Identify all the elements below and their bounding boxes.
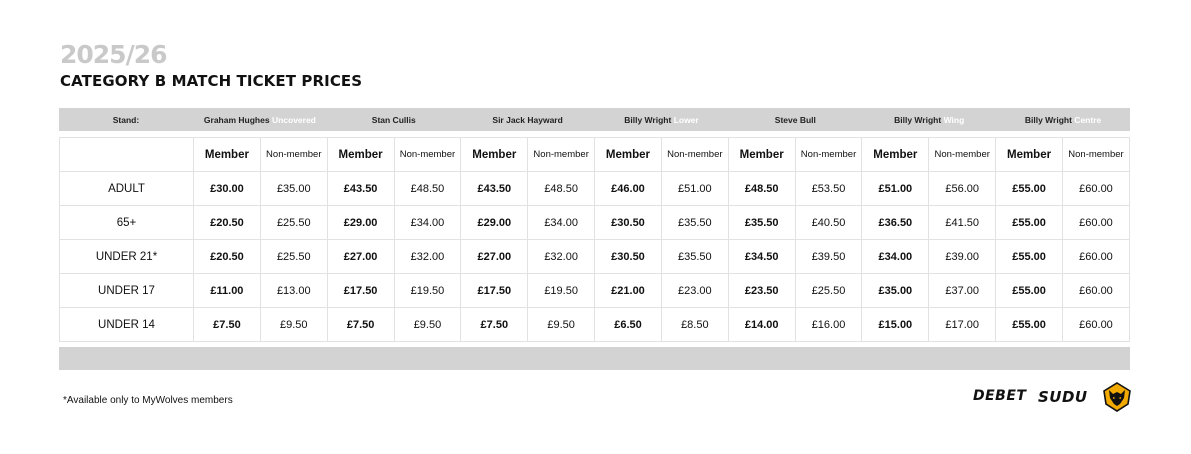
nonmember-header: Non-member bbox=[661, 138, 728, 172]
member-price: £30.50 bbox=[595, 206, 662, 240]
nonmember-price: £32.00 bbox=[394, 240, 461, 274]
nonmember-price: £60.00 bbox=[1062, 206, 1129, 240]
stand-steve-bull: Steve Bull bbox=[774, 114, 816, 125]
member-price: £14.00 bbox=[728, 308, 795, 342]
member-price: £34.50 bbox=[728, 240, 795, 274]
member-price: £29.00 bbox=[327, 206, 394, 240]
nonmember-header: Non-member bbox=[394, 138, 461, 172]
nonmember-header: Non-member bbox=[528, 138, 595, 172]
nonmember-price: £56.00 bbox=[929, 172, 996, 206]
row-label: ADULT bbox=[60, 172, 194, 206]
member-price: £35.50 bbox=[728, 206, 795, 240]
nonmember-price: £32.00 bbox=[528, 240, 595, 274]
member-price: £30.50 bbox=[595, 240, 662, 274]
member-price: £34.00 bbox=[862, 240, 929, 274]
nonmember-header: Non-member bbox=[260, 138, 327, 172]
member-price: £36.50 bbox=[862, 206, 929, 240]
row-label: UNDER 21* bbox=[60, 240, 194, 274]
member-price: £20.50 bbox=[194, 206, 261, 240]
nonmember-price: £25.50 bbox=[795, 274, 862, 308]
nonmember-price: £51.00 bbox=[661, 172, 728, 206]
member-price: £20.50 bbox=[194, 240, 261, 274]
member-price: £29.00 bbox=[461, 206, 528, 240]
table-row bbox=[60, 240, 1130, 274]
price-type-header-row bbox=[60, 138, 1130, 172]
nonmember-price: £34.00 bbox=[394, 206, 461, 240]
member-price: £15.00 bbox=[862, 308, 929, 342]
member-price: £27.00 bbox=[327, 240, 394, 274]
member-price: £7.50 bbox=[327, 308, 394, 342]
member-price: £23.50 bbox=[728, 274, 795, 308]
nonmember-price: £9.50 bbox=[528, 308, 595, 342]
member-price: £35.00 bbox=[862, 274, 929, 308]
member-price: £48.50 bbox=[728, 172, 795, 206]
stand-graham-hughes: Graham Hughes Uncovered bbox=[203, 114, 316, 125]
table-row bbox=[60, 274, 1130, 308]
stand-sir-jack-hayward: Sir Jack Hayward bbox=[492, 114, 563, 125]
nonmember-price: £39.50 bbox=[795, 240, 862, 274]
nonmember-header: Non-member bbox=[929, 138, 996, 172]
member-price: £27.00 bbox=[461, 240, 528, 274]
nonmember-price: £19.50 bbox=[394, 274, 461, 308]
table-row bbox=[60, 308, 1130, 342]
member-price: £55.00 bbox=[996, 206, 1063, 240]
nonmember-price: £34.00 bbox=[528, 206, 595, 240]
member-header: Member bbox=[728, 138, 795, 172]
member-price: £6.50 bbox=[595, 308, 662, 342]
debet-logo: DEBET bbox=[973, 388, 1027, 404]
nonmember-price: £25.50 bbox=[260, 240, 327, 274]
nonmember-price: £35.50 bbox=[661, 206, 728, 240]
row-label: 65+ bbox=[60, 206, 194, 240]
row-label: UNDER 14 bbox=[60, 308, 194, 342]
footer-bar bbox=[59, 347, 1130, 370]
nonmember-header: Non-member bbox=[1062, 138, 1129, 172]
member-price: £43.50 bbox=[461, 172, 528, 206]
nonmember-price: £60.00 bbox=[1062, 274, 1129, 308]
nonmember-price: £8.50 bbox=[661, 308, 728, 342]
stand-billy-wright-wing: Billy Wright Wing bbox=[894, 114, 965, 125]
nonmember-price: £48.50 bbox=[528, 172, 595, 206]
member-header: Member bbox=[595, 138, 662, 172]
stand-billy-wright-lower: Billy Wright Lower bbox=[624, 114, 699, 125]
nonmember-price: £40.50 bbox=[795, 206, 862, 240]
season-heading: 2025/26 bbox=[60, 40, 167, 69]
member-header: Member bbox=[862, 138, 929, 172]
stand-billy-wright-centre: Billy Wright Centre bbox=[1024, 114, 1102, 125]
page-title: CATEGORY B MATCH TICKET PRICES bbox=[60, 72, 363, 90]
member-price: £51.00 bbox=[862, 172, 929, 206]
member-price: £11.00 bbox=[194, 274, 261, 308]
table-row bbox=[60, 206, 1130, 240]
nonmember-price: £39.00 bbox=[929, 240, 996, 274]
nonmember-price: £35.50 bbox=[661, 240, 728, 274]
sudu-logo: SUDU bbox=[1038, 388, 1088, 406]
nonmember-price: £35.00 bbox=[260, 172, 327, 206]
nonmember-price: £13.00 bbox=[260, 274, 327, 308]
nonmember-price: £37.00 bbox=[929, 274, 996, 308]
member-price: £17.50 bbox=[461, 274, 528, 308]
stand-stan-cullis: Stan Cullis bbox=[371, 114, 416, 125]
wolf-head-icon bbox=[1103, 382, 1131, 412]
member-header: Member bbox=[996, 138, 1063, 172]
nonmember-price: £41.50 bbox=[929, 206, 996, 240]
member-price: £55.00 bbox=[996, 172, 1063, 206]
nonmember-price: £9.50 bbox=[394, 308, 461, 342]
member-price: £21.00 bbox=[595, 274, 662, 308]
footnote: *Available only to MyWolves members bbox=[63, 395, 233, 406]
member-price: £46.00 bbox=[595, 172, 662, 206]
member-price: £7.50 bbox=[461, 308, 528, 342]
nonmember-price: £19.50 bbox=[528, 274, 595, 308]
member-header: Member bbox=[194, 138, 261, 172]
member-header: Member bbox=[327, 138, 394, 172]
member-price: £43.50 bbox=[327, 172, 394, 206]
member-price: £30.00 bbox=[194, 172, 261, 206]
nonmember-price: £25.50 bbox=[260, 206, 327, 240]
nonmember-price: £17.00 bbox=[929, 308, 996, 342]
nonmember-price: £9.50 bbox=[260, 308, 327, 342]
member-price: £55.00 bbox=[996, 274, 1063, 308]
empty-header-cell bbox=[60, 138, 194, 172]
nonmember-price: £16.00 bbox=[795, 308, 862, 342]
nonmember-price: £60.00 bbox=[1062, 172, 1129, 206]
table-row bbox=[60, 172, 1130, 206]
nonmember-price: £53.50 bbox=[795, 172, 862, 206]
price-table bbox=[59, 137, 1130, 342]
member-price: £55.00 bbox=[996, 240, 1063, 274]
member-price: £7.50 bbox=[194, 308, 261, 342]
stand-label: Stand: bbox=[112, 114, 140, 125]
nonmember-header: Non-member bbox=[795, 138, 862, 172]
nonmember-price: £60.00 bbox=[1062, 308, 1129, 342]
nonmember-price: £48.50 bbox=[394, 172, 461, 206]
stand-header-bar bbox=[59, 108, 1130, 131]
nonmember-price: £23.00 bbox=[661, 274, 728, 308]
row-label: UNDER 17 bbox=[60, 274, 194, 308]
member-price: £17.50 bbox=[327, 274, 394, 308]
member-header: Member bbox=[461, 138, 528, 172]
member-price: £55.00 bbox=[996, 308, 1063, 342]
nonmember-price: £60.00 bbox=[1062, 240, 1129, 274]
